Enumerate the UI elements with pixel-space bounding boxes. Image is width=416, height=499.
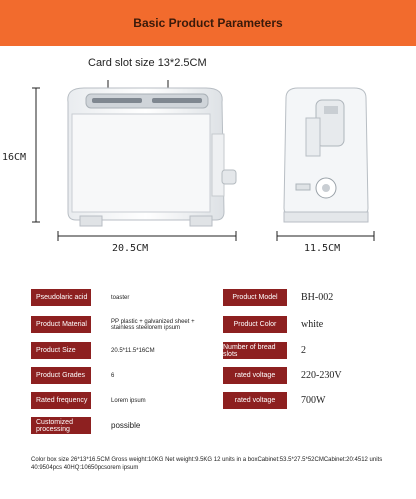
spec-label: Product Model [223, 289, 287, 306]
spec-row [31, 342, 391, 359]
spec-label: Product Color [223, 316, 287, 333]
spec-label: Product Size [31, 342, 91, 359]
spec-value: Lorem ipsum [111, 397, 146, 404]
spec-value: toaster [111, 294, 130, 301]
spec-value: white [301, 319, 324, 330]
spec-label: rated voltage [223, 392, 287, 409]
spec-label: Number of bread slots [223, 342, 287, 359]
spec-label: Pseudolaric acid [31, 289, 91, 306]
height-label: 16CM [2, 152, 27, 163]
footer-note: Color box size 26*13*16.5CM Gross weight:10KG Net weight:9.5KG 12 units in a boxCabinet:53.5*27.5*52CMCabinet:20:4512 units 40:9504pcs 40HQ:10650pcsorem ipsum [31, 457, 383, 471]
spec-value: possible [111, 420, 141, 430]
spec-value: 6 [111, 372, 115, 379]
spec-row [31, 417, 391, 434]
spec-value: 700W [301, 395, 326, 406]
spec-row [31, 316, 391, 333]
spec-label: rated voltage [223, 367, 287, 384]
spec-row [31, 367, 391, 384]
spec-label: Product Material [31, 316, 91, 333]
width-label: 20.5CM [112, 243, 149, 254]
slot-size-label: Card slot size 13*2.5CM [88, 57, 207, 69]
spec-label: Product Grades [31, 367, 91, 384]
page-title: Basic Product Parameters [133, 16, 283, 30]
spec-value: 2 [301, 345, 306, 356]
depth-label: 11.5CM [304, 243, 341, 254]
toaster-front-image [56, 84, 240, 230]
spec-row [31, 289, 391, 306]
spec-value: 20.5*11.5*16CM [111, 347, 155, 354]
spec-value: BH-002 [301, 292, 334, 303]
spec-value: 220-230V [301, 370, 342, 381]
toaster-side-image [276, 84, 376, 224]
spec-label: Rated frequency [31, 392, 91, 409]
spec-value: PP plastic + galvanized sheet + stainless steelorem ipsum [111, 318, 195, 331]
spec-label: Customized processing [31, 417, 91, 434]
spec-row [31, 392, 391, 409]
